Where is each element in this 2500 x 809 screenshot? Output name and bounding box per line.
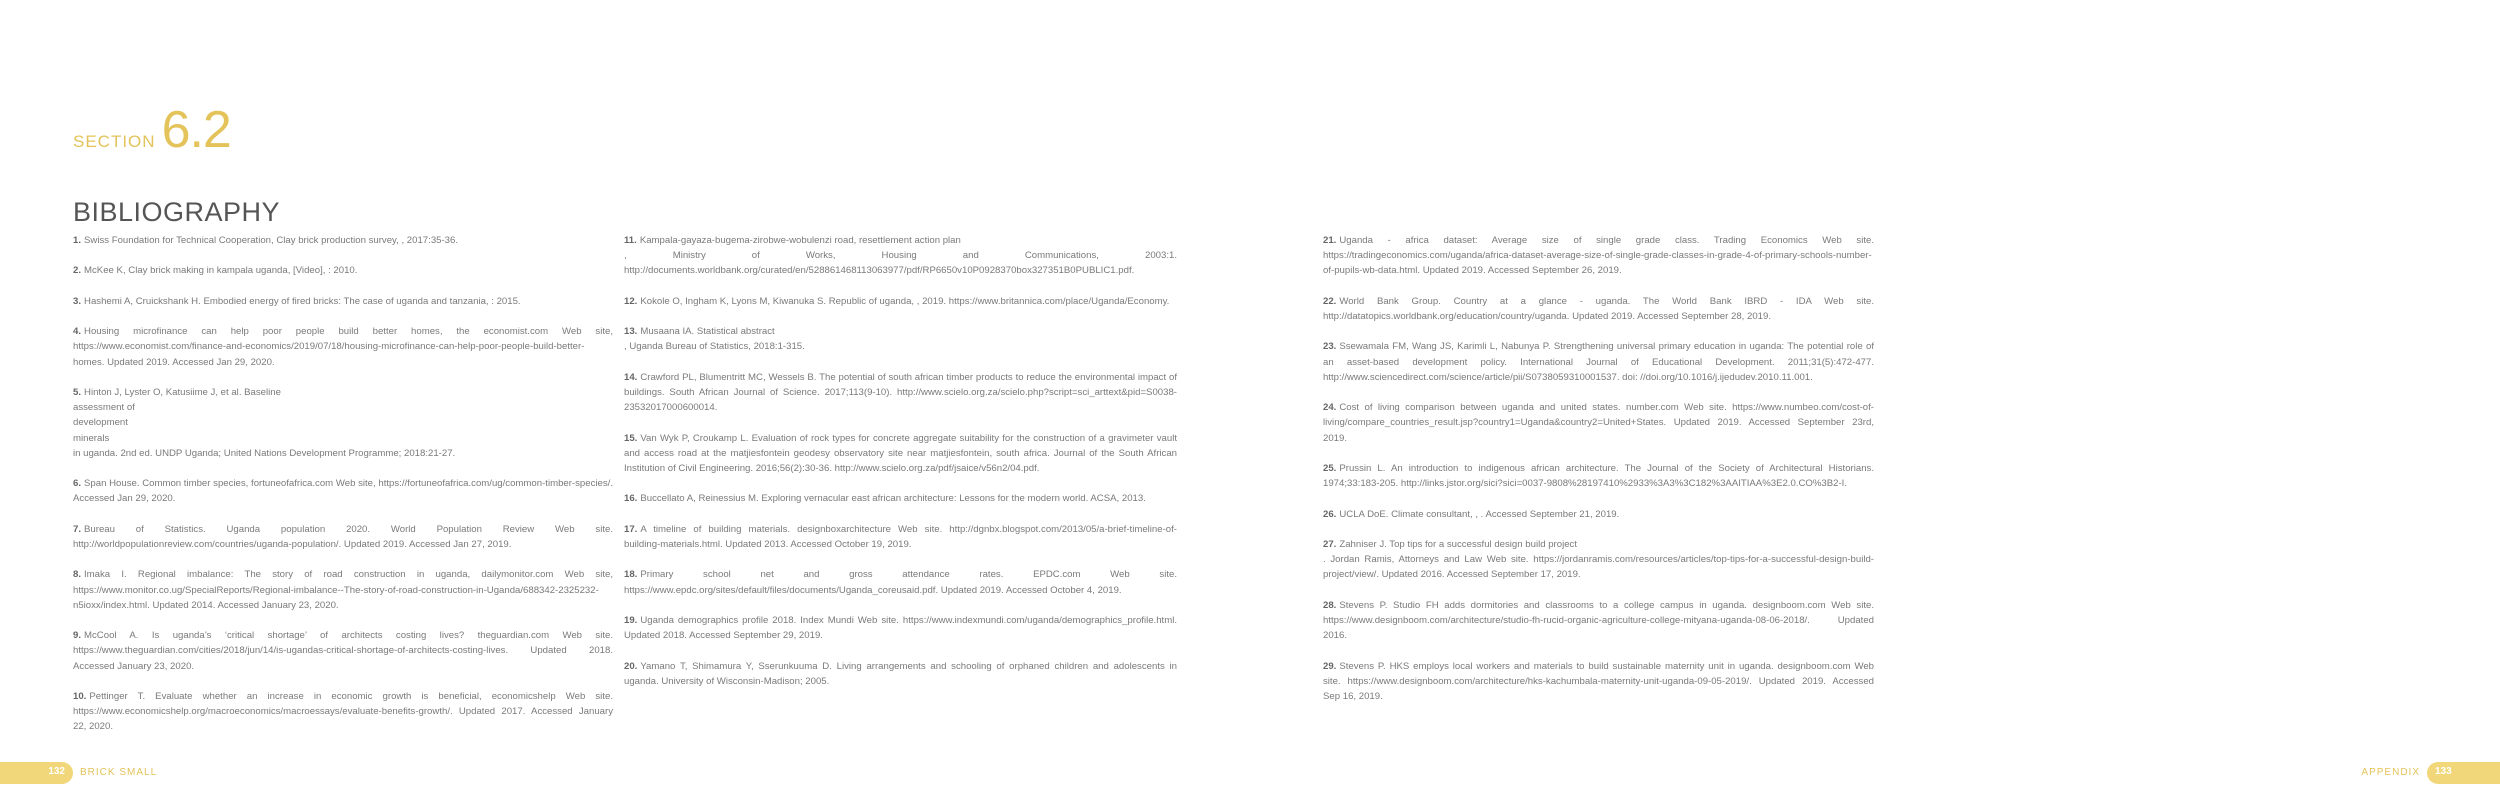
entry-number: 3.	[73, 295, 82, 307]
entry-number: 19.	[624, 614, 638, 626]
footer-right	[2340, 762, 2500, 784]
entry-number: 10.	[73, 690, 87, 702]
bibliography-entry	[1323, 339, 1874, 385]
entry-text: Yamano T, Shimamura Y, Sserunkuuma D. Living arrangements and schooling of orphaned children and adolescents in uganda. University of Wisconsin-Madison; 2005.	[624, 660, 1177, 687]
bibliography-entry	[624, 491, 1177, 506]
bibliography-entry	[1323, 537, 1874, 583]
entry-number: 6.	[73, 478, 82, 490]
bibliography-entry	[624, 613, 1177, 643]
entry-text: Kampala-gayaza-bugema-zirobwe-wobulenzi road, resettlement action plan , Ministry of Works, Housing and Communications, 2003:1. http://documents.worldbank.org/curated/en/528861468113063977/pdf/RP6650v10P0928370box327351B0PUBLIC1.pdf.	[624, 235, 1177, 277]
entry-text: Crawford PL, Blumentritt MC, Wessels B. The potential of south african timber products to reduce the environmental impact of buildings. South African Journal of Science. 2017;113(9-10). http://www.scielo.org.za/scielo.php?script=sci_arttext&pid=S0038-23532017000600014.	[624, 371, 1177, 414]
entry-text: Swiss Foundation for Technical Cooperation, Clay brick production survey, , 2017:35-36.	[84, 235, 459, 246]
entry-text: Pettinger T. Evaluate whether an increase in economic growth is beneficial, economicshelp Web site. https://www.economicshelp.org/macroeconomics/macroessays/evaluate-benefits-growth/. Updated 2017. Accessed January 22, 2020.	[73, 690, 613, 733]
entry-number: 21.	[1323, 235, 1337, 246]
bibliography-column-2	[624, 233, 1177, 704]
bibliography-entry	[624, 567, 1177, 597]
entry-number: 23.	[1323, 341, 1337, 353]
entry-number: 16.	[624, 493, 638, 505]
bibliography-entry	[73, 522, 613, 552]
entry-number: 12.	[624, 295, 638, 307]
bibliography-entry	[1323, 233, 1874, 279]
entry-text: Primary school net and gross attendance rates. EPDC.com Web site. https://www.epdc.org/sites/default/files/documents/Uganda_coreusaid.pdf. Updated 2019. Accessed October 4, 2019.	[624, 569, 1177, 596]
entry-text: Bureau of Statistics. Uganda population 2020. World Population Review Web site. http://worldpopulationreview.com/countries/uganda-population/. Updated 2019. Accessed Jan 27, 2019.	[73, 523, 613, 550]
page-number-tab-right	[2427, 762, 2500, 784]
page-number-left: 132	[48, 766, 65, 777]
bibliography-entry	[1323, 507, 1874, 522]
entry-text: Buccellato A, Reinessius M. Exploring vernacular east african architecture: Lessons for the modern world. ACSA, 2013.	[640, 493, 1146, 505]
entry-text: Uganda - africa dataset: Average size of single grade class. Trading Economics Web site. https://tradingeconomics.com/uganda/africa-dataset-average-size-of-single-grade-classes-in-grade-4-of-primary-schools-number-of-pupils-wb-data.html. Updated 2019. Accessed September 26, 2019.	[1323, 235, 1874, 277]
entry-number: 5.	[73, 386, 82, 398]
entry-text: Hinton J, Lyster O, Katusiime J, et al. Baseline assessment of development minerals in uganda. 2nd ed. UNDP Uganda; United Nations Development Programme; 2018:21-27.	[73, 386, 456, 459]
bibliography-entry	[73, 263, 613, 278]
bibliography-entry	[73, 567, 613, 613]
entry-text: A timeline of building materials. designboxarchitecture Web site. http://dgnbx.blogspot.com/2013/05/a-brief-timeline-of-building-materials.html. Updated 2013. Accessed October 19, 2019.	[624, 523, 1177, 550]
entry-text: Uganda demographics profile 2018. Index Mundi Web site. https://www.indexmundi.com/uganda/demographics_profile.html. Updated 2018. Accessed September 29, 2019.	[624, 614, 1177, 642]
entry-number: 28.	[1323, 599, 1337, 611]
bibliography-entry	[73, 385, 613, 461]
entry-text: Stevens P. HKS employs local workers and materials to build sustainable maternity unit in uganda. designboom.com Web site. https://www.designboom.com/architecture/hks-kachumbala-maternity-unit-uganda-09-05-2019/. Updated 2019. Accessed Sep 16, 2019.	[1323, 660, 1874, 702]
entry-number: 1.	[73, 235, 82, 246]
section-heading	[73, 100, 231, 160]
bibliography-entry	[624, 294, 1177, 309]
bibliography-entry	[73, 324, 613, 370]
entry-number: 29.	[1323, 660, 1337, 672]
entry-text: Prussin L. An introduction to indigenous african architecture. The Journal of the Society of Architectural Historians. 1974;33:183-205. http://links.jstor.org/sici?sici=0037-9808%28197410%2933%3A3%3C182%3AAITIAA%3E2.0.CO%3B2-I.	[1323, 462, 1874, 490]
bibliography-entry	[1323, 400, 1874, 446]
entry-text: Musaana IA. Statistical abstract , Uganda Bureau of Statistics, 2018:1-315.	[624, 326, 805, 353]
entry-text: Housing microfinance can help poor people build better homes, the economist.com Web site, https://www.economist.com/finance-and-economics/2019/07/18/housing-microfinance-can-help-poor-people-build-better-homes. Updated 2019. Accessed Jan 29, 2020.	[73, 326, 613, 368]
entry-number: 4.	[73, 326, 82, 338]
entry-number: 15.	[624, 432, 638, 444]
bibliography-entry	[1323, 598, 1874, 644]
entry-text: Span House. Common timber species, fortuneofafrica.com Web site, https://fortuneofafrica.com/ug/common-timber-species/. Accessed Jan 29, 2020.	[73, 478, 613, 505]
entry-text: Stevens P. Studio FH adds dormitories and classrooms to a college campus in uganda. designboom.com Web site. https://www.designboom.com/architecture/studio-fh-rucid-organic-agriculture-college-mityana-uganda-08-06-2018/. Updated 2016.	[1323, 599, 1874, 642]
entry-text: Imaka I. Regional imbalance: The story of road construction in uganda, dailymonitor.com Web site, https://www.monitor.co.ug/SpecialReports/Regional-imbalance--The-story-of-road-construction-in-Uganda/688342-2325232-n5ioxx/index.html. Updated 2014. Accessed January 23, 2020.	[73, 569, 613, 611]
bibliography-entry	[73, 628, 613, 674]
entry-number: 20.	[624, 660, 638, 672]
entry-number: 24.	[1323, 402, 1337, 414]
bibliography-column-1	[73, 233, 613, 750]
bibliography-entry	[1323, 294, 1874, 324]
entry-number: 17.	[624, 523, 638, 535]
entry-text: Hashemi A, Cruickshank H. Embodied energy of fired bricks: The case of uganda and tanzania, : 2015.	[84, 295, 521, 307]
entry-text: Kokole O, Ingham K, Lyons M, Kiwanuka S. Republic of uganda, , 2019. https://www.britannica.com/place/Uganda/Economy.	[640, 295, 1170, 307]
entry-number: 9.	[73, 630, 82, 642]
entry-text: World Bank Group. Country at a glance - uganda. The World Bank IBRD - IDA Web site. http://datatopics.worldbank.org/education/country/uganda. Updated 2019. Accessed September 28, 2019.	[1323, 295, 1874, 322]
entry-text: Van Wyk P, Croukamp L. Evaluation of rock types for concrete aggregate suitability for the construction of a gravimeter vault and access road at the matjiesfontein geodesy observatory site near matjiesfontein, south africa. Journal of the South African Institution of Civil Engineering. 2016;56(2):30-36. http://www.scielo.org.za/pdf/jsaice/v56n2/04.pdf.	[624, 432, 1177, 474]
section-label: SECTION	[73, 132, 156, 151]
bibliography-entry	[1323, 461, 1874, 491]
entry-text: Cost of living comparison between uganda and united states. number.com Web site. https://www.numbeo.com/cost-of-living/compare_countries_result.jsp?country1=Uganda&country2=United+States. Updated 2019. Accessed September 23rd, 2019.	[1323, 402, 1874, 444]
bibliography-entry	[73, 689, 613, 735]
entry-number: 18.	[624, 569, 638, 581]
bibliography-entry	[624, 370, 1177, 416]
entry-text: Ssewamala FM, Wang JS, Karimli L, Nabunya P. Strengthening universal primary education in uganda: The potential role of an asset-based development policy. International Journal of Educational Development. 2011;31(5):472-477. http://www.sciencedirect.com/science/article/pii/S0738059310001537. doi: //doi.org/10.1016/j.ijedudev.2010.11.001.	[1323, 341, 1874, 383]
page-title: BIBLIOGRAPHY	[73, 197, 281, 227]
entry-number: 13.	[624, 326, 638, 338]
bibliography-entry	[624, 233, 1177, 279]
bibliography-entry	[624, 324, 1177, 354]
bibliography-entry	[624, 522, 1177, 552]
entry-number: 22.	[1323, 295, 1337, 307]
bibliography-entry	[73, 294, 613, 309]
bibliography-column-3	[1323, 233, 1874, 719]
page-number-right: 133	[2435, 766, 2452, 777]
footer-book-title: BRICK SMALL	[80, 767, 158, 778]
entry-number: 27.	[1323, 538, 1337, 550]
entry-number: 25.	[1323, 462, 1337, 474]
footer-section-label: APPENDIX	[2361, 767, 2420, 778]
entry-number: 11.	[624, 235, 637, 246]
entry-number: 8.	[73, 569, 82, 581]
bibliography-entry	[1323, 659, 1874, 705]
entry-number: 2.	[73, 265, 82, 277]
entry-text: McKee K, Clay brick making in kampala uganda, [Video], : 2010.	[84, 265, 358, 277]
bibliography-entry	[73, 476, 613, 506]
entry-number: 7.	[73, 523, 82, 535]
page-number-tab-left	[0, 762, 73, 784]
entry-text: Zahniser J. Top tips for a successful design build project . Jordan Ramis, Attorneys and Law Web site. https://jordanramis.com/resources/articles/top-tips-for-a-successful-design-build-project/view/. Updated 2016. Accessed September 17, 2019.	[1323, 538, 1874, 581]
entry-number: 26.	[1323, 508, 1337, 520]
entry-text: McCool A. Is uganda’s ‘critical shortage’ of architects costing lives? theguardian.com Web site. https://www.theguardian.com/cities/2018/jun/14/is-ugandas-critical-shortage-of-architects-costing-lives. Updated 2018. Accessed January 23, 2020.	[73, 630, 613, 672]
entry-text: UCLA DoE. Climate consultant, , . Accessed September 21, 2019.	[1339, 508, 1620, 520]
entry-number: 14.	[624, 371, 638, 383]
section-number: 6.2	[161, 101, 231, 159]
bibliography-entry	[73, 233, 613, 248]
bibliography-entry	[624, 431, 1177, 477]
bibliography-entry	[624, 659, 1177, 689]
